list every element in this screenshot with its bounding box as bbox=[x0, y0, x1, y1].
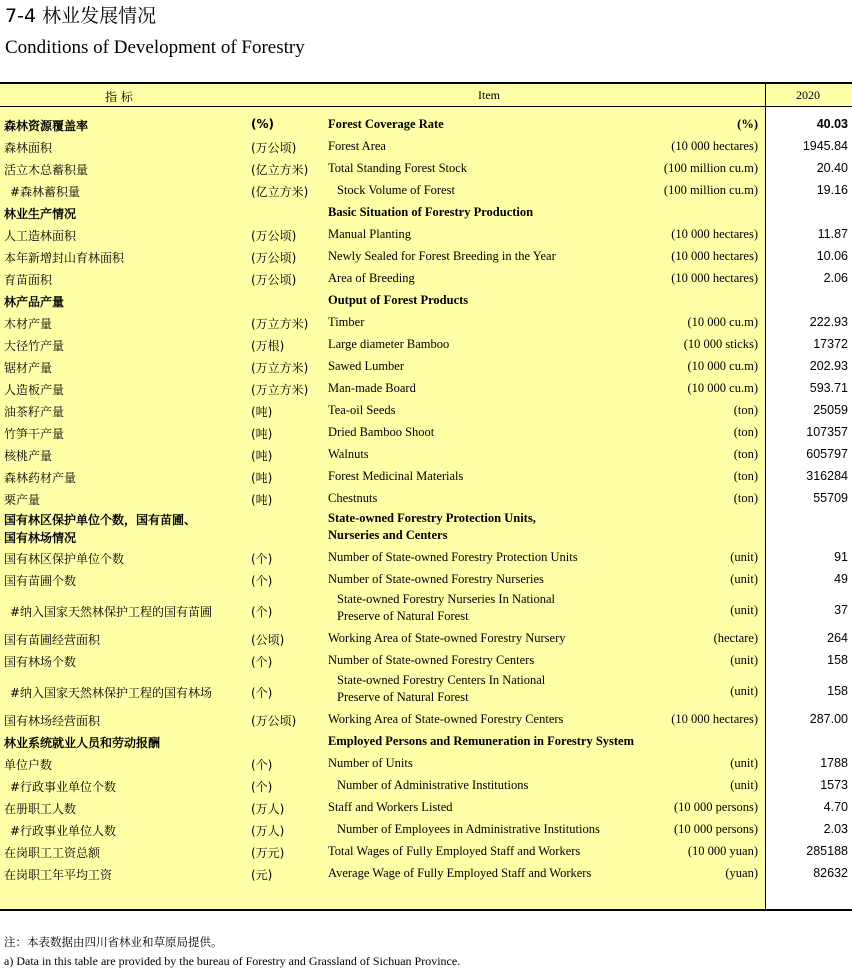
value-2020: 316284 bbox=[806, 469, 848, 483]
unit-cn: (万立方米) bbox=[251, 361, 309, 375]
value-2020: 202.93 bbox=[809, 359, 848, 373]
item-en: Large diameter Bamboo bbox=[328, 337, 450, 351]
unit-cn: (吨) bbox=[251, 449, 273, 463]
indicator-cn: 油茶籽产量 bbox=[4, 405, 65, 419]
indicator-cn: 竹笋干产量 bbox=[4, 427, 65, 441]
unit-en: (unit) bbox=[730, 572, 758, 586]
unit-cn: (万人) bbox=[251, 802, 285, 816]
value-2020: 1945.84 bbox=[802, 139, 848, 153]
unit-en: (unit) bbox=[730, 550, 758, 564]
unit-en: (ton) bbox=[733, 469, 758, 483]
table-row bbox=[0, 570, 852, 592]
unit-en: (100 million cu.m) bbox=[663, 161, 758, 175]
item-en: Working Area of State-owned Forestry Nursery bbox=[328, 631, 566, 645]
value-2020: 11.87 bbox=[817, 227, 848, 241]
indicator-cn: 育苗面积 bbox=[4, 273, 53, 287]
table-row bbox=[0, 137, 852, 159]
value-2020: 82632 bbox=[813, 866, 848, 880]
value-2020: 1788 bbox=[820, 756, 848, 770]
value-2020: 264 bbox=[827, 631, 848, 645]
value-2020: 49 bbox=[834, 572, 848, 586]
header-indicator: 指 标 bbox=[105, 90, 133, 104]
item-en: Number of Administrative Institutions bbox=[337, 778, 529, 792]
indicator-cn-line2: 国有林场情况 bbox=[4, 531, 77, 545]
table-row bbox=[0, 313, 852, 335]
unit-en: (10 000 sticks) bbox=[683, 337, 758, 351]
indicator-cn: 锯材产量 bbox=[4, 361, 53, 375]
table-row bbox=[0, 820, 852, 842]
indicator-cn: 大径竹产量 bbox=[4, 339, 65, 353]
item-en: Forest Medicinal Materials bbox=[328, 469, 464, 483]
table-row bbox=[0, 269, 852, 291]
value-2020: 19.16 bbox=[816, 183, 848, 197]
indicator-cn: 国有林区保护单位个数 bbox=[4, 552, 125, 566]
item-en-line2: Preserve of Natural Forest bbox=[337, 609, 469, 623]
indicator-cn: #纳入国家天然林保护工程的国有林场 bbox=[10, 686, 213, 700]
unit-cn: (个) bbox=[251, 552, 273, 566]
item-en: Number of Units bbox=[328, 756, 413, 770]
page-title-en: Conditions of Development of Forestry bbox=[5, 37, 305, 58]
value-2020: 17372 bbox=[813, 337, 848, 351]
value-2020: 285188 bbox=[806, 844, 848, 858]
unit-cn: (吨) bbox=[251, 427, 273, 441]
unit-cn: (万立方米) bbox=[251, 317, 309, 331]
unit-cn: (亿立方米) bbox=[251, 185, 309, 199]
item-en: Forest Area bbox=[328, 139, 386, 153]
table-row bbox=[0, 467, 852, 489]
value-2020: 20.40 bbox=[816, 161, 848, 175]
value-2020: 107357 bbox=[806, 425, 848, 439]
table-body bbox=[0, 107, 852, 911]
indicator-cn: 在册职工人数 bbox=[4, 802, 77, 816]
value-2020: 55709 bbox=[813, 491, 848, 505]
unit-cn: (个) bbox=[251, 605, 273, 619]
unit-cn: (万根) bbox=[251, 339, 285, 353]
value-2020: 605797 bbox=[806, 447, 848, 461]
item-en: Chestnuts bbox=[328, 491, 378, 505]
unit-en: (ton) bbox=[733, 447, 758, 461]
indicator-cn: #行政事业单位人数 bbox=[10, 824, 117, 838]
table-row bbox=[0, 401, 852, 423]
unit-en: (10 000 yuan) bbox=[687, 844, 758, 858]
unit-en: (100 million cu.m) bbox=[663, 183, 758, 197]
item-en: Number of Employees in Administrative Institutions bbox=[337, 822, 600, 836]
item-en: Area of Breeding bbox=[328, 271, 415, 285]
unit-cn: (亿立方米) bbox=[251, 163, 309, 177]
item-en: Walnuts bbox=[328, 447, 369, 461]
unit-cn: (吨) bbox=[251, 471, 273, 485]
unit-cn: (元) bbox=[251, 868, 273, 882]
item-en: Dried Bamboo Shoot bbox=[328, 425, 435, 439]
indicator-cn: 本年新增封山育林面积 bbox=[4, 251, 125, 265]
unit-en: (hectare) bbox=[713, 631, 758, 645]
indicator-cn: 在岗职工工资总额 bbox=[4, 846, 101, 860]
table-row bbox=[0, 203, 852, 225]
unit-cn: (万立方米) bbox=[251, 383, 309, 397]
indicator-cn: 国有林区保护单位个数，国有苗圃、 bbox=[4, 513, 197, 527]
table-row bbox=[0, 629, 852, 651]
note-cn: 注：本表数据由四川省林业和草原局提供。 bbox=[4, 935, 223, 949]
unit-en: (10 000 hectares) bbox=[671, 249, 758, 263]
unit-en: (10 000 cu.m) bbox=[687, 315, 758, 329]
table-row bbox=[0, 357, 852, 379]
unit-cn: (%) bbox=[251, 117, 274, 131]
indicator-cn: 森林资源覆盖率 bbox=[4, 119, 89, 133]
indicator-cn: #森林蓄积量 bbox=[10, 185, 81, 199]
table-row bbox=[0, 710, 852, 732]
table-row bbox=[0, 798, 852, 820]
table-row bbox=[0, 181, 852, 203]
indicator-cn: 在岗职工年平均工资 bbox=[4, 868, 113, 882]
indicator-cn: 林业系统就业人员和劳动报酬 bbox=[4, 736, 161, 750]
unit-cn: (个) bbox=[251, 758, 273, 772]
indicator-cn: 国有苗圃经营面积 bbox=[4, 633, 101, 647]
unit-en: (10 000 hectares) bbox=[671, 712, 758, 726]
value-2020: 287.00 bbox=[809, 712, 848, 726]
unit-en: (10 000 persons) bbox=[673, 822, 758, 836]
table-row bbox=[0, 592, 852, 629]
unit-cn: (万公顷) bbox=[251, 714, 297, 728]
indicator-cn: 林产品产量 bbox=[4, 295, 65, 309]
item-en: Tea-oil Seeds bbox=[328, 403, 396, 417]
unit-cn: (万公顷) bbox=[251, 141, 297, 155]
item-en: Staff and Workers Listed bbox=[328, 800, 453, 814]
indicator-cn: #行政事业单位个数 bbox=[10, 780, 117, 794]
item-en: State-owned Forestry Nurseries In National bbox=[337, 592, 555, 606]
value-2020: 40.03 bbox=[816, 117, 848, 131]
value-2020: 91 bbox=[834, 550, 848, 564]
unit-cn: (个) bbox=[251, 655, 273, 669]
unit-cn: (万元) bbox=[251, 846, 285, 860]
unit-en: (ton) bbox=[733, 491, 758, 505]
unit-en: (10 000 hectares) bbox=[671, 271, 758, 285]
unit-en: (ton) bbox=[733, 425, 758, 439]
item-en: Basic Situation of Forestry Production bbox=[328, 205, 534, 219]
unit-cn: (吨) bbox=[251, 493, 273, 507]
table-row bbox=[0, 159, 852, 181]
unit-en: (unit) bbox=[730, 684, 758, 698]
unit-en: (yuan) bbox=[725, 866, 758, 880]
item-en: Sawed Lumber bbox=[328, 359, 405, 373]
value-2020: 4.70 bbox=[823, 800, 848, 814]
unit-en: (10 000 cu.m) bbox=[687, 381, 758, 395]
indicator-cn: 活立木总蓄积量 bbox=[4, 163, 89, 177]
unit-en: (ton) bbox=[733, 403, 758, 417]
item-en-line2: Preserve of Natural Forest bbox=[337, 690, 469, 704]
table-row bbox=[0, 489, 852, 511]
value-2020: 1573 bbox=[820, 778, 848, 792]
item-en: Newly Sealed for Forest Breeding in the Year bbox=[328, 249, 556, 263]
indicator-cn: #纳入国家天然林保护工程的国有苗圃 bbox=[10, 605, 213, 619]
table-row bbox=[0, 291, 852, 313]
indicator-cn: 单位户数 bbox=[4, 758, 53, 772]
item-en: Working Area of State-owned Forestry Centers bbox=[328, 712, 564, 726]
indicator-cn: 核桃产量 bbox=[4, 449, 53, 463]
value-2020: 37 bbox=[834, 603, 848, 617]
unit-en: (unit) bbox=[730, 603, 758, 617]
indicator-cn: 人造板产量 bbox=[4, 383, 65, 397]
unit-en: (unit) bbox=[730, 756, 758, 770]
table-row bbox=[0, 548, 852, 570]
table-row bbox=[0, 115, 852, 137]
unit-en: (10 000 cu.m) bbox=[687, 359, 758, 373]
indicator-cn: 国有林场个数 bbox=[4, 655, 77, 669]
value-2020: 158 bbox=[827, 684, 848, 698]
value-2020: 25059 bbox=[813, 403, 848, 417]
table-row bbox=[0, 511, 852, 548]
item-en: Number of State-owned Forestry Centers bbox=[328, 653, 535, 667]
indicator-cn: 国有林场经营面积 bbox=[4, 714, 101, 728]
table-row bbox=[0, 247, 852, 269]
value-2020: 2.03 bbox=[823, 822, 848, 836]
unit-cn: (个) bbox=[251, 574, 273, 588]
table-row bbox=[0, 864, 852, 886]
value-2020: 10.06 bbox=[816, 249, 848, 263]
item-en: State-owned Forestry Centers In National bbox=[337, 673, 546, 687]
item-en: Man-made Board bbox=[328, 381, 416, 395]
table-header bbox=[0, 82, 852, 107]
unit-cn: (吨) bbox=[251, 405, 273, 419]
unit-en: (10 000 hectares) bbox=[671, 139, 758, 153]
item-en: Number of State-owned Forestry Nurseries bbox=[328, 572, 544, 586]
unit-en: (unit) bbox=[730, 778, 758, 792]
item-en-line2: Nurseries and Centers bbox=[328, 528, 448, 542]
item-en: Average Wage of Fully Employed Staff and Workers bbox=[328, 866, 592, 880]
item-en: Total Wages of Fully Employed Staff and Workers bbox=[328, 844, 581, 858]
table-row bbox=[0, 776, 852, 798]
note-en: a) Data in this table are provided by the bureau of Forestry and Grassland of Sichuan Province. bbox=[4, 954, 461, 968]
item-en: Forest Coverage Rate bbox=[328, 117, 444, 131]
table-row bbox=[0, 225, 852, 247]
unit-cn: (万人) bbox=[251, 824, 285, 838]
indicator-cn: 林业生产情况 bbox=[4, 207, 77, 221]
value-2020: 2.06 bbox=[823, 271, 848, 285]
indicator-cn: 人工造林面积 bbox=[4, 229, 77, 243]
table-row bbox=[0, 423, 852, 445]
item-en: Employed Persons and Remuneration in Forestry System bbox=[328, 734, 635, 748]
item-en: Timber bbox=[328, 315, 365, 329]
unit-cn: (个) bbox=[251, 686, 273, 700]
unit-cn: (万公顷) bbox=[251, 229, 297, 243]
unit-en: (10 000 persons) bbox=[673, 800, 758, 814]
indicator-cn: 国有苗圃个数 bbox=[4, 574, 77, 588]
unit-cn: (公顷) bbox=[251, 633, 285, 647]
item-en: Manual Planting bbox=[328, 227, 411, 241]
item-en: Number of State-owned Forestry Protection Units bbox=[328, 550, 578, 564]
indicator-cn: 森林面积 bbox=[4, 141, 53, 155]
table-row bbox=[0, 673, 852, 710]
item-en: Total Standing Forest Stock bbox=[328, 161, 468, 175]
item-en: Output of Forest Products bbox=[328, 293, 469, 307]
page-title-cn: 7-4 林业发展情况 bbox=[5, 5, 157, 27]
table-row bbox=[0, 445, 852, 467]
item-en: Stock Volume of Forest bbox=[337, 183, 455, 197]
indicator-cn: 栗产量 bbox=[4, 493, 41, 507]
header-year: 2020 bbox=[796, 88, 820, 102]
item-en: State-owned Forestry Protection Units, bbox=[328, 511, 536, 525]
indicator-cn: 木材产量 bbox=[4, 317, 53, 331]
table-row bbox=[0, 754, 852, 776]
table-row bbox=[0, 335, 852, 357]
header-item: Item bbox=[478, 88, 500, 102]
table-row bbox=[0, 732, 852, 754]
unit-cn: (万公顷) bbox=[251, 273, 297, 287]
unit-cn: (万公顷) bbox=[251, 251, 297, 265]
unit-en: (10 000 hectares) bbox=[671, 227, 758, 241]
unit-en: (%) bbox=[737, 117, 758, 131]
value-2020: 593.71 bbox=[809, 381, 848, 395]
indicator-cn: 森林药材产量 bbox=[4, 471, 77, 485]
value-2020: 158 bbox=[827, 653, 848, 667]
unit-en: (unit) bbox=[730, 653, 758, 667]
table-row bbox=[0, 651, 852, 673]
table-row bbox=[0, 842, 852, 864]
value-2020: 222.93 bbox=[809, 315, 848, 329]
table-row bbox=[0, 379, 852, 401]
unit-cn: (个) bbox=[251, 780, 273, 794]
